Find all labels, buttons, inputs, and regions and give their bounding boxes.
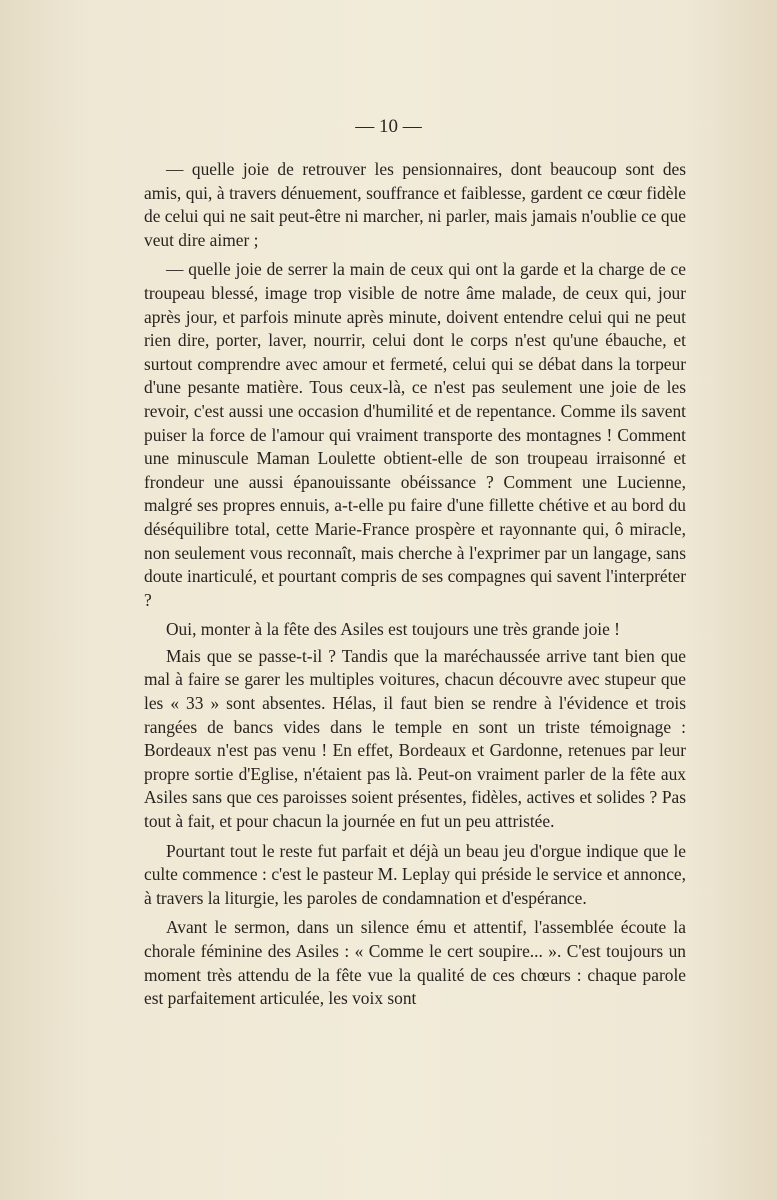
paragraph: Avant le sermon, dans un silence ému et attentif, l'assemblée écoute la chorale féminine des Asiles : « Comme le cert soupire... ». C'est toujours un moment très attendu de la fête vue la qualité de ces chœurs : chaque parole est parfaitement articulée, les voix sont bbox=[144, 917, 686, 1009]
paragraph: Mais que se passe-t-il ? Tandis que la maréchaussée arrive tant bien que mal à faire se garer les multiples voitures, chacun découvre avec stupeur que les « 33 » sont absentes. Hélas, il faut bien se rendre à l'évidence et trois rangées de bancs vides dans le temple en sont un triste témoignage : Bordeaux n'est pas venu ! En effet, Bordeaux et Gardonne, retenues par leur propre sortie d'Eglise, n'étaient pas là. Peut-on vraiment parler de la fête aux Asiles sans que ces paroisses soient présentes, fidèles, actives et solides ? Pas tout à fait, et pour chacun la journée en fut un peu attristée. bbox=[144, 645, 686, 832]
page-number: — 10 — bbox=[355, 116, 422, 137]
paragraph: Pourtant tout le reste fut parfait et déjà un beau jeu d'orgue indique que le culte commence : c'est le pasteur M. Leplay qui préside le service et annonce, à travers la liturgie, les paroles de condamnation et d'espérance. bbox=[144, 840, 686, 908]
paragraph: — quelle joie de serrer la main de ceux qui ont la garde et la charge de ce troupeau blessé, image trop visible de notre âme malade, de ceux qui, jour après jour, et parfois minute après minute, doivent entendre celui qui ne peut rien dire, porter, laver, nourrir, celui dont le corps n'est qu'une ébauche, et surtout comprendre avec amour et fermeté, celui qui se débat dans la torpeur d'une pesante matière. Tous ceux-là, ce n'est pas seulement une joie de les revoir, c'est aussi une occasion d'humilité et de repentance. Comme ils savent puiser la force de l'amour qui vraiment transporte des montagnes ! Comment une minuscule Maman Loulette obtient-elle de son troupeau irraisonné et frondeur une aussi épanouissante obéissance ? Comment une Lucienne, malgré ses propres ennuis, a-t-elle pu faire d'une fillette chétive et au bord du déséquilibre total, cette Marie-France prospère et rayonnante qui, ô miracle, non seulement vous reconnaît, mais cherche à l'exprimer par un langage, sans doute inarticulé, et pourtant compris de ses compagnes qui savent l'interpréter ? bbox=[144, 259, 686, 610]
paragraph: — quelle joie de retrouver les pensionnaires, dont beaucoup sont des amis, qui, à travers dénuement, souffrance et faiblesse, gardent ce cœur fidèle de celui qui ne sait peut-être ni marcher, ni parler, mais jamais n'oublie ce que veut dire aimer ; bbox=[144, 159, 686, 250]
body-text bbox=[144, 158, 686, 1017]
paragraph: Oui, monter à la fête des Asiles est toujours une très grande joie ! bbox=[166, 619, 620, 640]
